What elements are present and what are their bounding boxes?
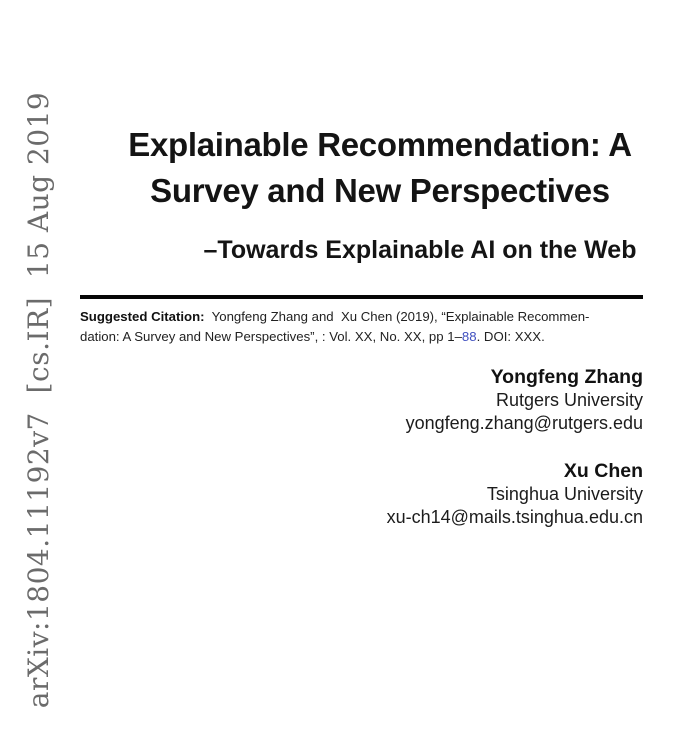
citation-line2 xyxy=(80,327,652,347)
paper-title-line2: Survey and New Perspectives xyxy=(150,172,610,209)
author-affiliation: Rutgers University xyxy=(495,390,643,410)
author-email: yongfeng.zhang@rutgers.edu xyxy=(405,413,643,433)
citation-line1 xyxy=(80,307,652,327)
citation-line2-text: dation: A Survey and New Perspectives”, : Vol. XX, No. XX, pp 1– xyxy=(80,329,462,344)
author-email: xu-ch14@mails.tsinghua.edu.cn xyxy=(386,507,643,527)
paper-title-line1: Explainable Recommendation: A xyxy=(128,126,632,163)
paper-title xyxy=(90,122,670,214)
author-block xyxy=(387,366,643,435)
author-list xyxy=(387,366,643,529)
citation-line1-text: Yongfeng Zhang and Xu Chen (2019), “Explainable Recommen- xyxy=(204,309,590,324)
citation-label: Suggested Citation: xyxy=(80,309,205,324)
citation-page-link[interactable]: 88 xyxy=(461,329,477,344)
paper-subtitle: –Towards Explainable AI on the Web xyxy=(203,236,637,264)
author-block xyxy=(387,460,643,529)
divider-rule xyxy=(80,295,643,299)
author-name: Xu Chen xyxy=(563,460,643,482)
author-affiliation: Tsinghua University xyxy=(486,484,643,504)
citation-line2-tail: . DOI: XXX. xyxy=(476,329,545,344)
citation-block xyxy=(80,307,652,347)
author-name: Yongfeng Zhang xyxy=(490,366,643,388)
arxiv-stamp: arXiv:1804.11192v7 [cs.IR] 15 Aug 2019 xyxy=(22,91,55,709)
